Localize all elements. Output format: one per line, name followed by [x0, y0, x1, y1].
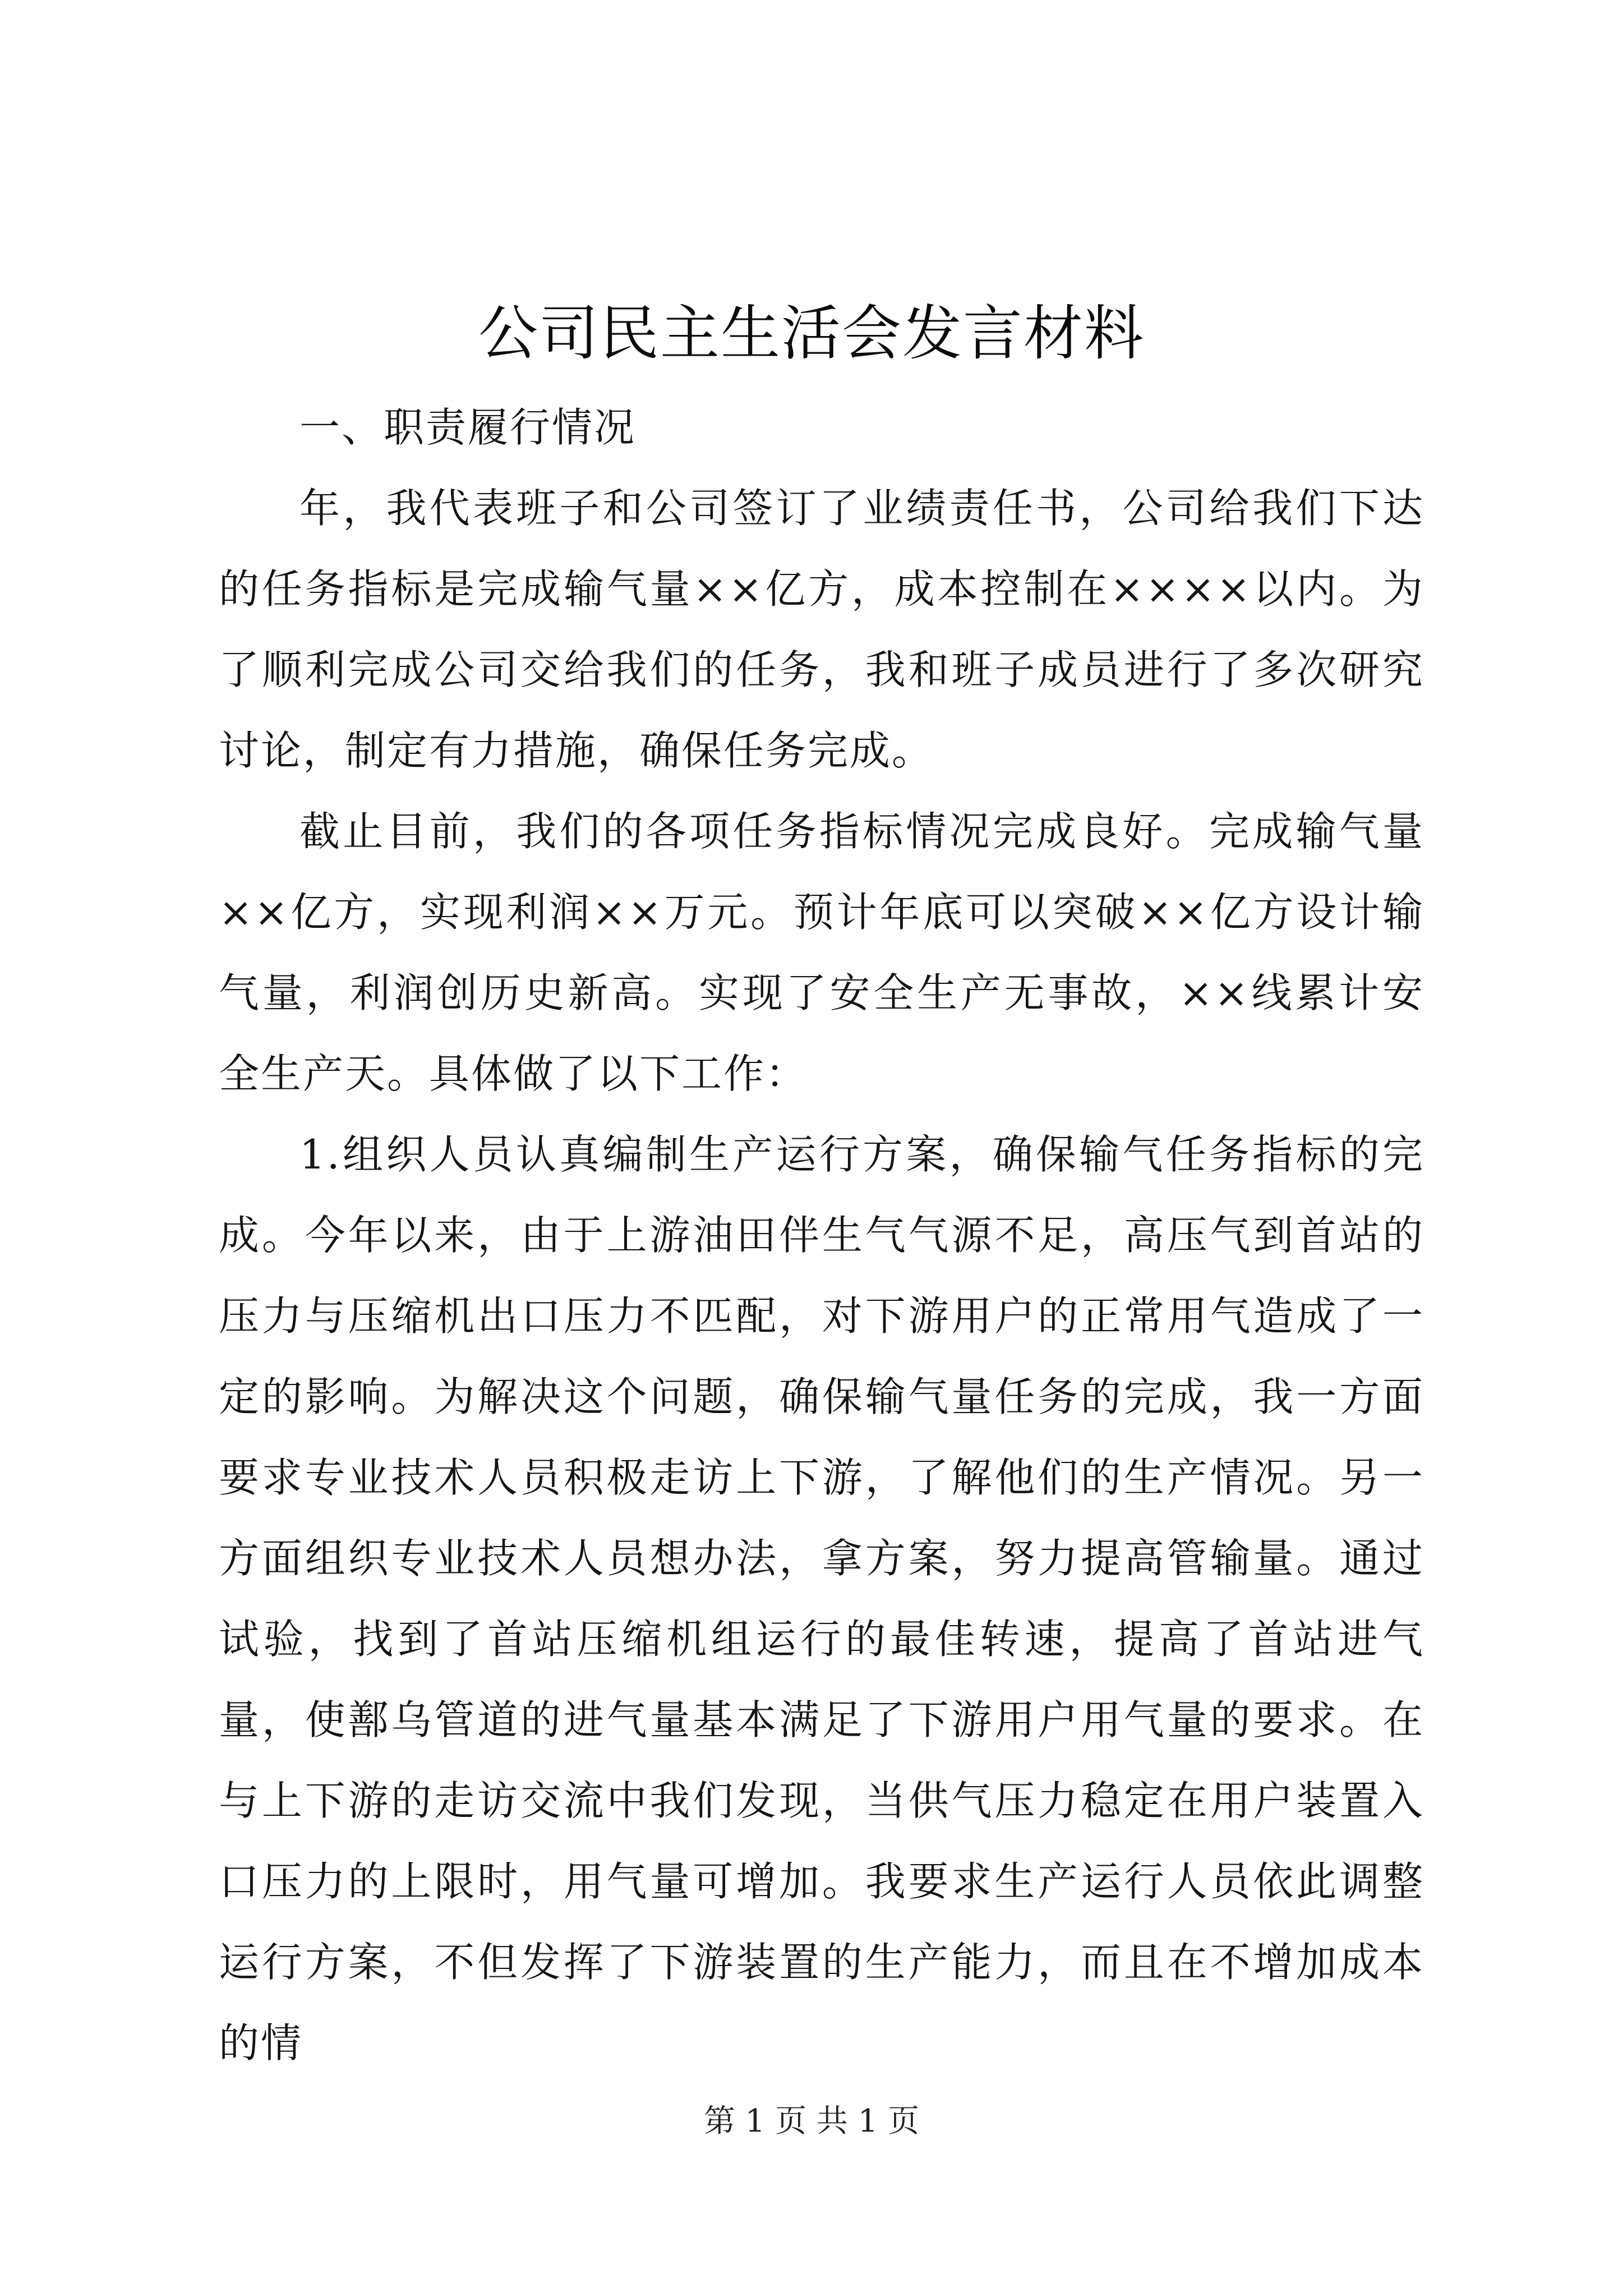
body-paragraph: 年，我代表班子和公司签订了业绩责任书，公司给我们下达的任务指标是完成输气量××亿方，成本控制在××××以内。为了顺利完成公司交给我们的任务，我和班子成员进行了多次研究讨论，制定有力措施，确保任务完成。: [219, 485, 1424, 774]
document-title: 公司民主生活会发言材料: [478, 299, 1145, 368]
document-body: [219, 387, 1424, 2083]
page-footer: 第 1 页 共 1 页: [703, 2103, 920, 2139]
body-paragraph: 1.组织人员认真编制生产运行方案，确保输气任务指标的完成。今年以来，由于上游油田伴生气气源不足，高压气到首站的压力与压缩机出口压力不匹配，对下游用户的正常用气造成了一定的影响。为解决这个问题，确保输气量任务的完成，我一方面要求专业技术人员积极走访上下游，了解他们的生产情况。另一方面组织专业技术人员想办法，拿方案，努力提高管输量。通过试验，找到了首站压缩机组运行的最佳转速，提高了首站进气量，使鄯乌管道的进气量基本满足了下游用户用气量的要求。在与上下游的走访交流中我们发现，当供气压力稳定在用户装置入口压力的上限时，用气量可增加。我要求生产运行人员依此调整运行方案，不但发挥了下游装置的生产能力，而且在不增加成本的情: [219, 1131, 1424, 2067]
section-heading: 一、职责履行情况: [299, 404, 637, 451]
body-paragraph: 截止目前，我们的各项任务指标情况完成良好。完成输气量××亿方，实现利润××万元。预计年底可以突破××亿方设计输气量，利润创历史新高。实现了安全生产无事故，××线累计安全生产天。具体做了以下工作：: [219, 808, 1424, 1097]
